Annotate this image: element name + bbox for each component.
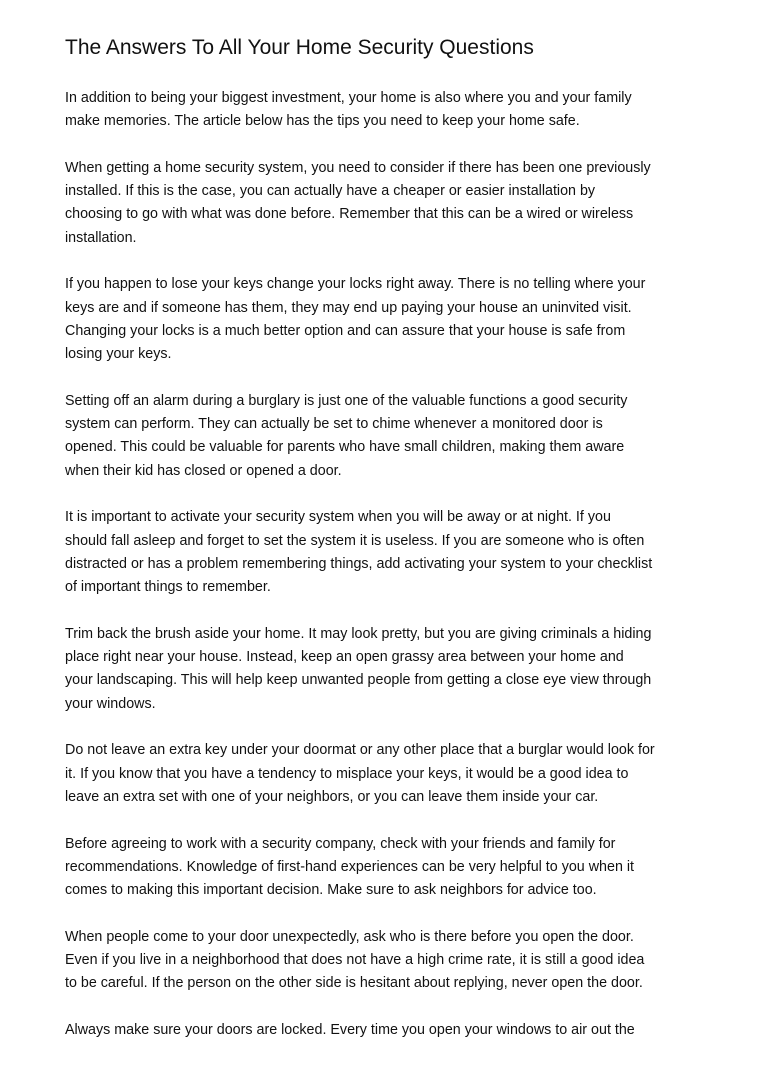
paragraph-line: When people come to your door unexpectedly, ask who is there before you open the door. xyxy=(65,928,634,945)
paragraph-line: In addition to being your biggest investment, your home is also where you and your family xyxy=(65,90,632,106)
document-title: The Answers To All Your Home Security Questions xyxy=(65,36,534,59)
paragraph-line: Trim back the brush aside your home. It may look pretty, but you are giving criminals a hiding xyxy=(65,625,652,642)
paragraph-line: Always make sure your doors are locked. Every time you open your windows to air out the xyxy=(65,1021,635,1038)
paragraph-line: when their kid has closed or opened a door. xyxy=(65,462,342,479)
paragraph-line: leave an extra set with one of your neighbors, or you can leave them inside your car. xyxy=(65,788,599,805)
paragraph-intro xyxy=(65,87,715,134)
paragraph-line: When getting a home security system, you need to consider if there has been one previously xyxy=(65,159,651,176)
paragraph-line: losing your keys. xyxy=(65,346,172,363)
paragraph-line: opened. This could be valuable for parents who have small children, making them aware xyxy=(65,439,625,456)
paragraph-line: Do not leave an extra key under your doormat or any other place that a burglar would look for xyxy=(65,742,655,759)
paragraph-line: Before agreeing to work with a security company, check with your friends and family for xyxy=(65,835,616,852)
paragraph-line: Setting off an alarm during a burglary is just one of the valuable functions a good security xyxy=(65,392,628,409)
paragraph-extra-key xyxy=(65,739,715,809)
paragraph-line: make memories. The article below has the tips you need to keep your home safe. xyxy=(65,113,580,130)
paragraph-trim-brush xyxy=(65,623,715,716)
paragraph-line: Changing your locks is a much better option and can assure that your house is safe from xyxy=(65,322,626,339)
paragraph-line: to be careful. If the person on the other side is hesitant about replying, never open the door. xyxy=(65,975,643,992)
paragraph-line: should fall asleep and forget to set the system it is useless. If you are someone who is often xyxy=(65,532,645,549)
paragraph-line: recommendations. Knowledge of first-hand experiences can be very helpful to you when it xyxy=(65,858,635,875)
document-body xyxy=(65,87,715,1065)
paragraph-line: choosing to go with what was done before. Remember that this can be a wired or wireless xyxy=(65,206,634,223)
paragraph-line: your landscaping. This will help keep unwanted people from getting a close eye view through xyxy=(65,672,652,689)
paragraph-previous-installation xyxy=(65,157,715,250)
paragraph-doors-locked xyxy=(65,1019,715,1042)
paragraph-line: installed. If this is the case, you can actually have a cheaper or easier installation by xyxy=(65,183,596,200)
paragraph-line: your windows. xyxy=(65,695,156,712)
paragraph-line: it. If you know that you have a tendency to misplace your keys, it would be a good idea to xyxy=(65,765,629,782)
paragraph-line: comes to making this important decision. Make sure to ask neighbors for advice too. xyxy=(65,882,597,899)
paragraph-line: If you happen to lose your keys change your locks right away. There is no telling where your xyxy=(65,276,646,293)
paragraph-alarm-chime xyxy=(65,390,715,483)
paragraph-line: of important things to remember. xyxy=(65,579,271,596)
paragraph-line: keys are and if someone has them, they may end up paying your house an uninvited visit. xyxy=(65,299,632,316)
paragraph-unexpected-visitors xyxy=(65,926,715,996)
paragraph-lost-keys xyxy=(65,273,715,366)
paragraph-line: distracted or has a problem remembering things, add activating your system to your checklist xyxy=(65,555,653,572)
paragraph-security-company xyxy=(65,833,715,903)
paragraph-line: place right near your house. Instead, keep an open grassy area between your home and xyxy=(65,649,624,666)
paragraph-activate-system xyxy=(65,506,715,599)
paragraph-line: system can perform. They can actually be set to chime whenever a monitored door is xyxy=(65,416,603,433)
paragraph-line: Even if you live in a neighborhood that does not have a high crime rate, it is still a good idea xyxy=(65,951,645,968)
paragraph-line: It is important to activate your security system when you will be away or at night. If you xyxy=(65,509,611,526)
paragraph-line: installation. xyxy=(65,229,137,246)
